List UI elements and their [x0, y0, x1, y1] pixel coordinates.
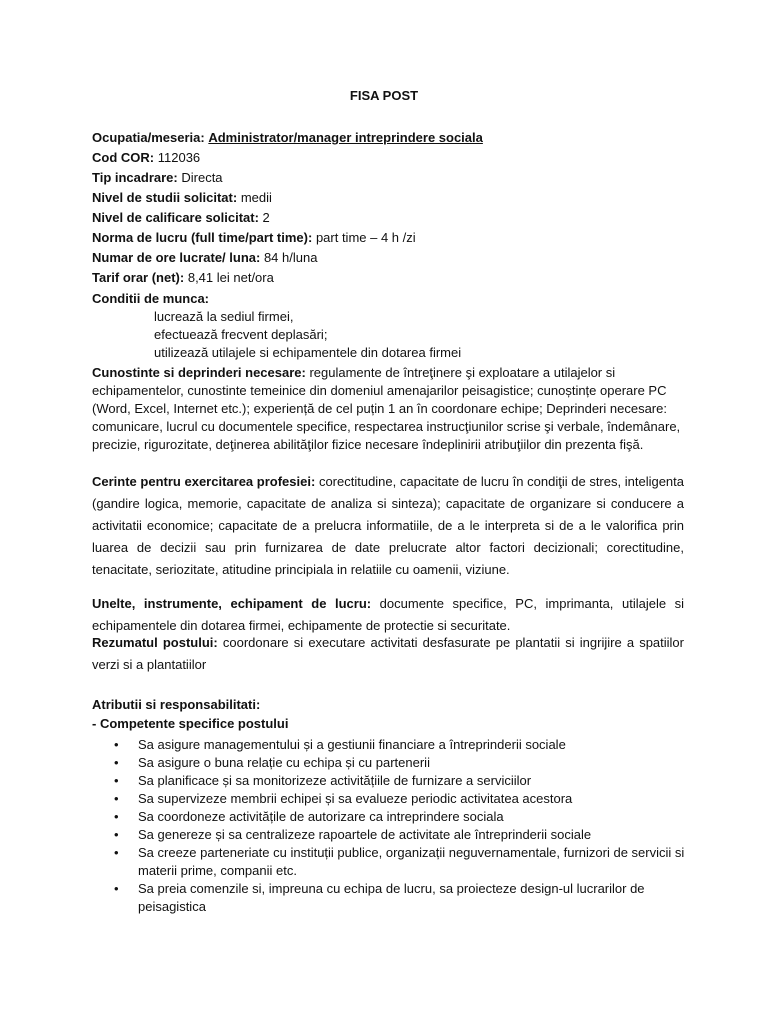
atributii-list — [92, 736, 692, 916]
cod-cor-label: Cod COR: — [92, 150, 155, 165]
tip-incadrare-value: Directa — [181, 170, 223, 185]
list-item — [92, 754, 692, 772]
cunostinte-label: Cunostinte si deprinderi necesare: — [92, 365, 306, 380]
nivel-studii-line — [92, 190, 272, 205]
unelte-section — [92, 593, 684, 637]
rezumat-section — [92, 632, 684, 676]
bullet-icon: • — [114, 881, 119, 896]
list-item — [92, 736, 692, 754]
ocupatia-label: Ocupatia/meseria: — [92, 130, 205, 145]
norma-value: part time – 4 h /zi — [315, 230, 416, 245]
unelte-text: documente specifice, PC, imprimanta, utilajele si echipamentele din dotarea firmei, echipamente de protectie si securitate. — [92, 596, 685, 633]
conditii-label: Conditii de munca: — [92, 291, 209, 306]
document-title: FISA POST — [349, 88, 419, 103]
tip-incadrare-label: Tip incadrare: — [92, 170, 178, 185]
cerinte-section — [92, 471, 684, 581]
unelte-label: Unelte, instrumente, echipament de lucru: — [92, 596, 372, 611]
cod-cor-value: 112036 — [157, 150, 201, 165]
conditii-item: efectuează frecvent deplasări; — [154, 327, 328, 342]
list-item-text: Sa asigure o buna relație cu echipa și cu partenerii — [138, 755, 430, 770]
nivel-studii-value: medii — [240, 190, 272, 205]
list-item — [92, 808, 692, 826]
list-item-text: Sa asigure managementului și a gestiunii financiare a întreprinderii sociale — [138, 737, 566, 752]
cod-cor-line — [92, 150, 200, 165]
rezumat-label: Rezumatul postului: — [92, 635, 218, 650]
ore-line — [92, 250, 317, 265]
rezumat-text: coordonare si executare activitati desfasurate pe plantatii si ingrijire a spatiilor verzi si a plantatiilor — [92, 635, 684, 672]
list-item — [92, 826, 692, 844]
tip-incadrare-line — [92, 170, 223, 185]
bullet-icon: • — [114, 809, 119, 824]
conditii-item: utilizează utilajele si echipamentele din dotarea firmei — [154, 345, 462, 360]
conditii-item: lucrează la sediul firmei, — [154, 309, 294, 324]
bullet-icon: • — [114, 827, 119, 842]
bullet-icon: • — [114, 755, 119, 770]
nivel-calificare-label: Nivel de calificare solicitat: — [92, 210, 259, 225]
nivel-studii-label: Nivel de studii solicitat: — [92, 190, 238, 205]
list-item-text: Sa genereze și sa centralizeze rapoartele de activitate ale întreprinderii sociale — [138, 827, 592, 842]
list-item-text: Sa creeze parteneriate cu instituții publice, organizații neguvernamentale, furnizori de servicii si materii prime, companii etc. — [138, 845, 685, 878]
list-item-text: Sa preia comenzile si, impreuna cu echipa de lucru, sa proiecteze design-ul lucrarilor de peisagistica — [138, 881, 645, 914]
ore-value: 84 h/luna — [263, 250, 318, 265]
tarif-line — [92, 270, 274, 285]
list-item — [92, 790, 692, 808]
list-item-text: Sa supervizeze membrii echipei și sa evalueze periodic activitatea acestora — [138, 791, 573, 806]
tarif-label: Tarif orar (net): — [92, 270, 185, 285]
nivel-calificare-value: 2 — [262, 210, 270, 225]
bullet-icon: • — [114, 773, 119, 788]
cerinte-label: Cerinte pentru exercitarea profesiei: — [92, 474, 316, 489]
cerinte-text: corectitudine, capacitate de lucru în condiţii de stres, inteligenta (gandire logica, memorie, capacitate de analiza si sinteza); capacitate de organizare si conducere a activitatii economice; capacitate de a prelucra informatiile, de a le interpreta si de a le valorifica prin luarea de decizii sau prin furnizarea de date prelucrate altor factori decizionali; corectitudine, tenacitate, seriozitate, atitudine principiala in relatiile cu oamenii, viziune. — [92, 474, 684, 577]
bullet-icon: • — [114, 737, 119, 752]
ocupatia-line — [92, 130, 483, 145]
ocupatia-value: Administrator/manager intreprindere sociala — [208, 130, 483, 145]
cunostinte-section — [92, 364, 684, 454]
list-item — [92, 772, 692, 790]
norma-label: Norma de lucru (full time/part time): — [92, 230, 313, 245]
list-item — [92, 844, 692, 880]
list-item-text: Sa coordoneze activitățile de autorizare ca intreprindere sociala — [138, 809, 504, 824]
ore-label: Numar de ore lucrate/ luna: — [92, 250, 261, 265]
bullet-icon: • — [114, 845, 119, 860]
list-item-text: Sa planificace și sa monitorizeze activitățiile de furnizare a serviciilor — [138, 773, 532, 788]
tarif-value: 8,41 lei net/ora — [187, 270, 274, 285]
atributii-heading: Atributii si responsabilitati: — [92, 697, 261, 712]
competente-subheading: - Competente specifice postului — [92, 716, 289, 731]
cunostinte-text: regulamente de întreţinere şi exploatare a utilajelor si echipamentelor, cunostinte temeinice din domeniul amenajarilor peisagistice; cunoștințe operare PC (Word, Excel, Internet etc.); experiență de cel puțin 1 an în coordonare echipe; Deprinderi necesare: comunicare, lucrul cu documentele specifice, respectarea instrucţiunilor scrise şi verbale, îndemânare, precizie, rigurozitate, deţinerea abilităţilor fizice necesare îndeplinirii atribuţiilor din prezenta fişă. — [92, 365, 681, 452]
list-item — [92, 880, 692, 916]
norma-line — [92, 230, 416, 245]
bullet-icon: • — [114, 791, 119, 806]
nivel-calificare-line — [92, 210, 270, 225]
